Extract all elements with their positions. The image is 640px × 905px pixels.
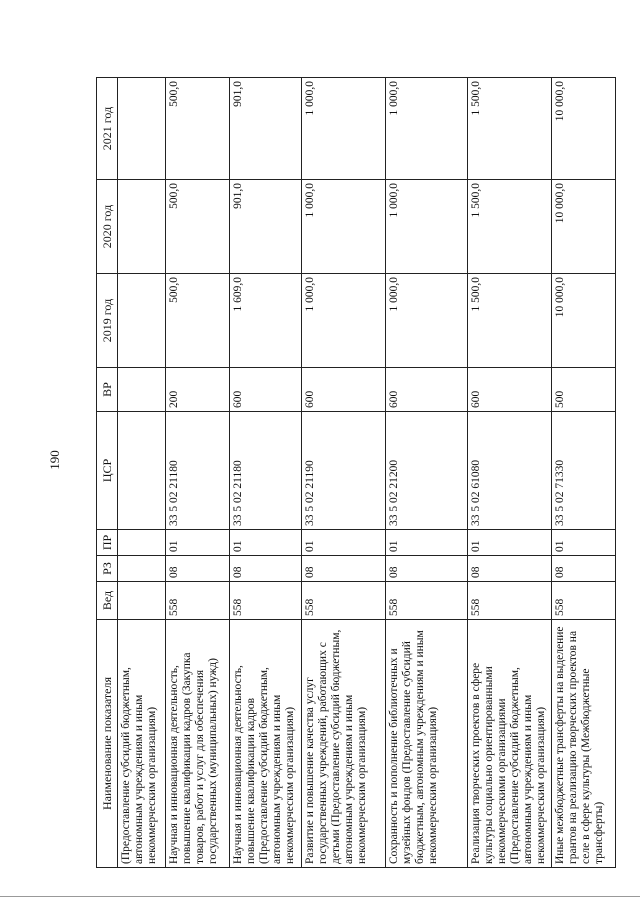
page-number: 190 (47, 450, 62, 470)
cell-vr: 500 (552, 368, 616, 412)
table-row (302, 78, 386, 868)
cell-ved: 558 (552, 582, 616, 620)
cell-ved: 558 (468, 582, 552, 620)
cell-csr: 33 5 02 71330 (552, 412, 616, 530)
cell-2020: 500,0 (166, 180, 230, 274)
table-header-row (97, 78, 118, 868)
table-row (552, 78, 616, 868)
cell-2019: 10 000,0 (552, 274, 616, 368)
cell-2019: 1 609,0 (230, 274, 302, 368)
cell-2020 (118, 180, 166, 274)
cell-2019: 1 500,0 (468, 274, 552, 368)
cell-csr: 33 5 02 61080 (468, 412, 552, 530)
header-vr: ВР (97, 368, 118, 412)
header-2020: 2020 год (97, 180, 118, 274)
cell-name: Научная и инновационная деятельность, повышение квалификации кадров (Предоставление субсидий бюджетным, автономным учреждениям и иным некоммерческим организациям) (230, 620, 302, 868)
header-csr: ЦСР (97, 412, 118, 530)
table-row (166, 78, 230, 868)
cell-pr (118, 530, 166, 556)
cell-2019: 1 000,0 (386, 274, 468, 368)
cell-name: Научная и инновационная деятельность, повышение квалификации кадров (Закупка товаров, работ и услуг для обеспечения государственных (муниципальных) нужд) (166, 620, 230, 868)
cell-vr: 600 (386, 368, 468, 412)
cell-ved: 558 (166, 582, 230, 620)
cell-2020: 1 000,0 (302, 180, 386, 274)
cell-name: Развитие и повышение качества услуг государственных учреждений, работающих с детьми (Предоставление субсидий бюджетным, автономным учреждениям и иным некоммерческим организациям) (302, 620, 386, 868)
cell-2019: 1 000,0 (302, 274, 386, 368)
cell-vr: 600 (230, 368, 302, 412)
header-name: Наименование показателя (97, 620, 118, 868)
cell-vr (118, 368, 166, 412)
cell-rz: 08 (386, 556, 468, 582)
table-row (118, 78, 166, 868)
cell-2019 (118, 274, 166, 368)
cell-ved: 558 (230, 582, 302, 620)
cell-name: Реализация творческих проектов в сфере культуры социально ориентированными некоммерческими организациями (Предоставление субсидий бюджетным, автономным учреждениям и иным некоммерческим организациям) (468, 620, 552, 868)
cell-ved: 558 (302, 582, 386, 620)
cell-vr: 600 (302, 368, 386, 412)
table-row (468, 78, 552, 868)
cell-rz: 08 (552, 556, 616, 582)
cell-rz (118, 556, 166, 582)
budget-table (96, 77, 616, 868)
cell-csr: 33 5 02 21180 (230, 412, 302, 530)
scan-edge-line (0, 896, 640, 897)
cell-csr: 33 5 02 21190 (302, 412, 386, 530)
table-row (386, 78, 468, 868)
header-2021: 2021 год (97, 78, 118, 180)
cell-name: Сохранность и пополнение библиотечных и музейных фондов (Предоставление субсидий бюджетным, автономным учреждениям и иным некоммерческим организациям) (386, 620, 468, 868)
cell-2021: 1 000,0 (386, 78, 468, 180)
cell-vr: 200 (166, 368, 230, 412)
cell-2021: 10 000,0 (552, 78, 616, 180)
cell-pr: 01 (302, 530, 386, 556)
cell-2021 (118, 78, 166, 180)
cell-2020: 901,0 (230, 180, 302, 274)
cell-2020: 10 000,0 (552, 180, 616, 274)
table-row (230, 78, 302, 868)
cell-rz: 08 (166, 556, 230, 582)
cell-2021: 500,0 (166, 78, 230, 180)
cell-2019: 500,0 (166, 274, 230, 368)
cell-2021: 901,0 (230, 78, 302, 180)
cell-pr: 01 (230, 530, 302, 556)
cell-pr: 01 (468, 530, 552, 556)
cell-vr: 600 (468, 368, 552, 412)
cell-rz: 08 (468, 556, 552, 582)
cell-csr: 33 5 02 21200 (386, 412, 468, 530)
cell-2020: 1 500,0 (468, 180, 552, 274)
header-pr: ПР (97, 530, 118, 556)
cell-name: (Предоставление субсидий бюджетным, автономным учреждениям и иным некоммерческим организациям) (118, 620, 166, 868)
cell-pr: 01 (166, 530, 230, 556)
cell-rz: 08 (230, 556, 302, 582)
cell-pr: 01 (552, 530, 616, 556)
cell-csr (118, 412, 166, 530)
header-2019: 2019 год (97, 274, 118, 368)
header-ved: Вед (97, 582, 118, 620)
cell-ved (118, 582, 166, 620)
cell-name: Иные межбюджетные трансферты на выделение грантов на реализацию творческих проектов на селе в сфере культуры (Межбюджетные трансферты) (552, 620, 616, 868)
cell-2021: 1 000,0 (302, 78, 386, 180)
cell-rz: 08 (302, 556, 386, 582)
rotated-table-wrapper (96, 78, 614, 868)
header-rz: РЗ (97, 556, 118, 582)
cell-2020: 1 000,0 (386, 180, 468, 274)
cell-csr: 33 5 02 21180 (166, 412, 230, 530)
cell-2021: 1 500,0 (468, 78, 552, 180)
cell-ved: 558 (386, 582, 468, 620)
cell-pr: 01 (386, 530, 468, 556)
